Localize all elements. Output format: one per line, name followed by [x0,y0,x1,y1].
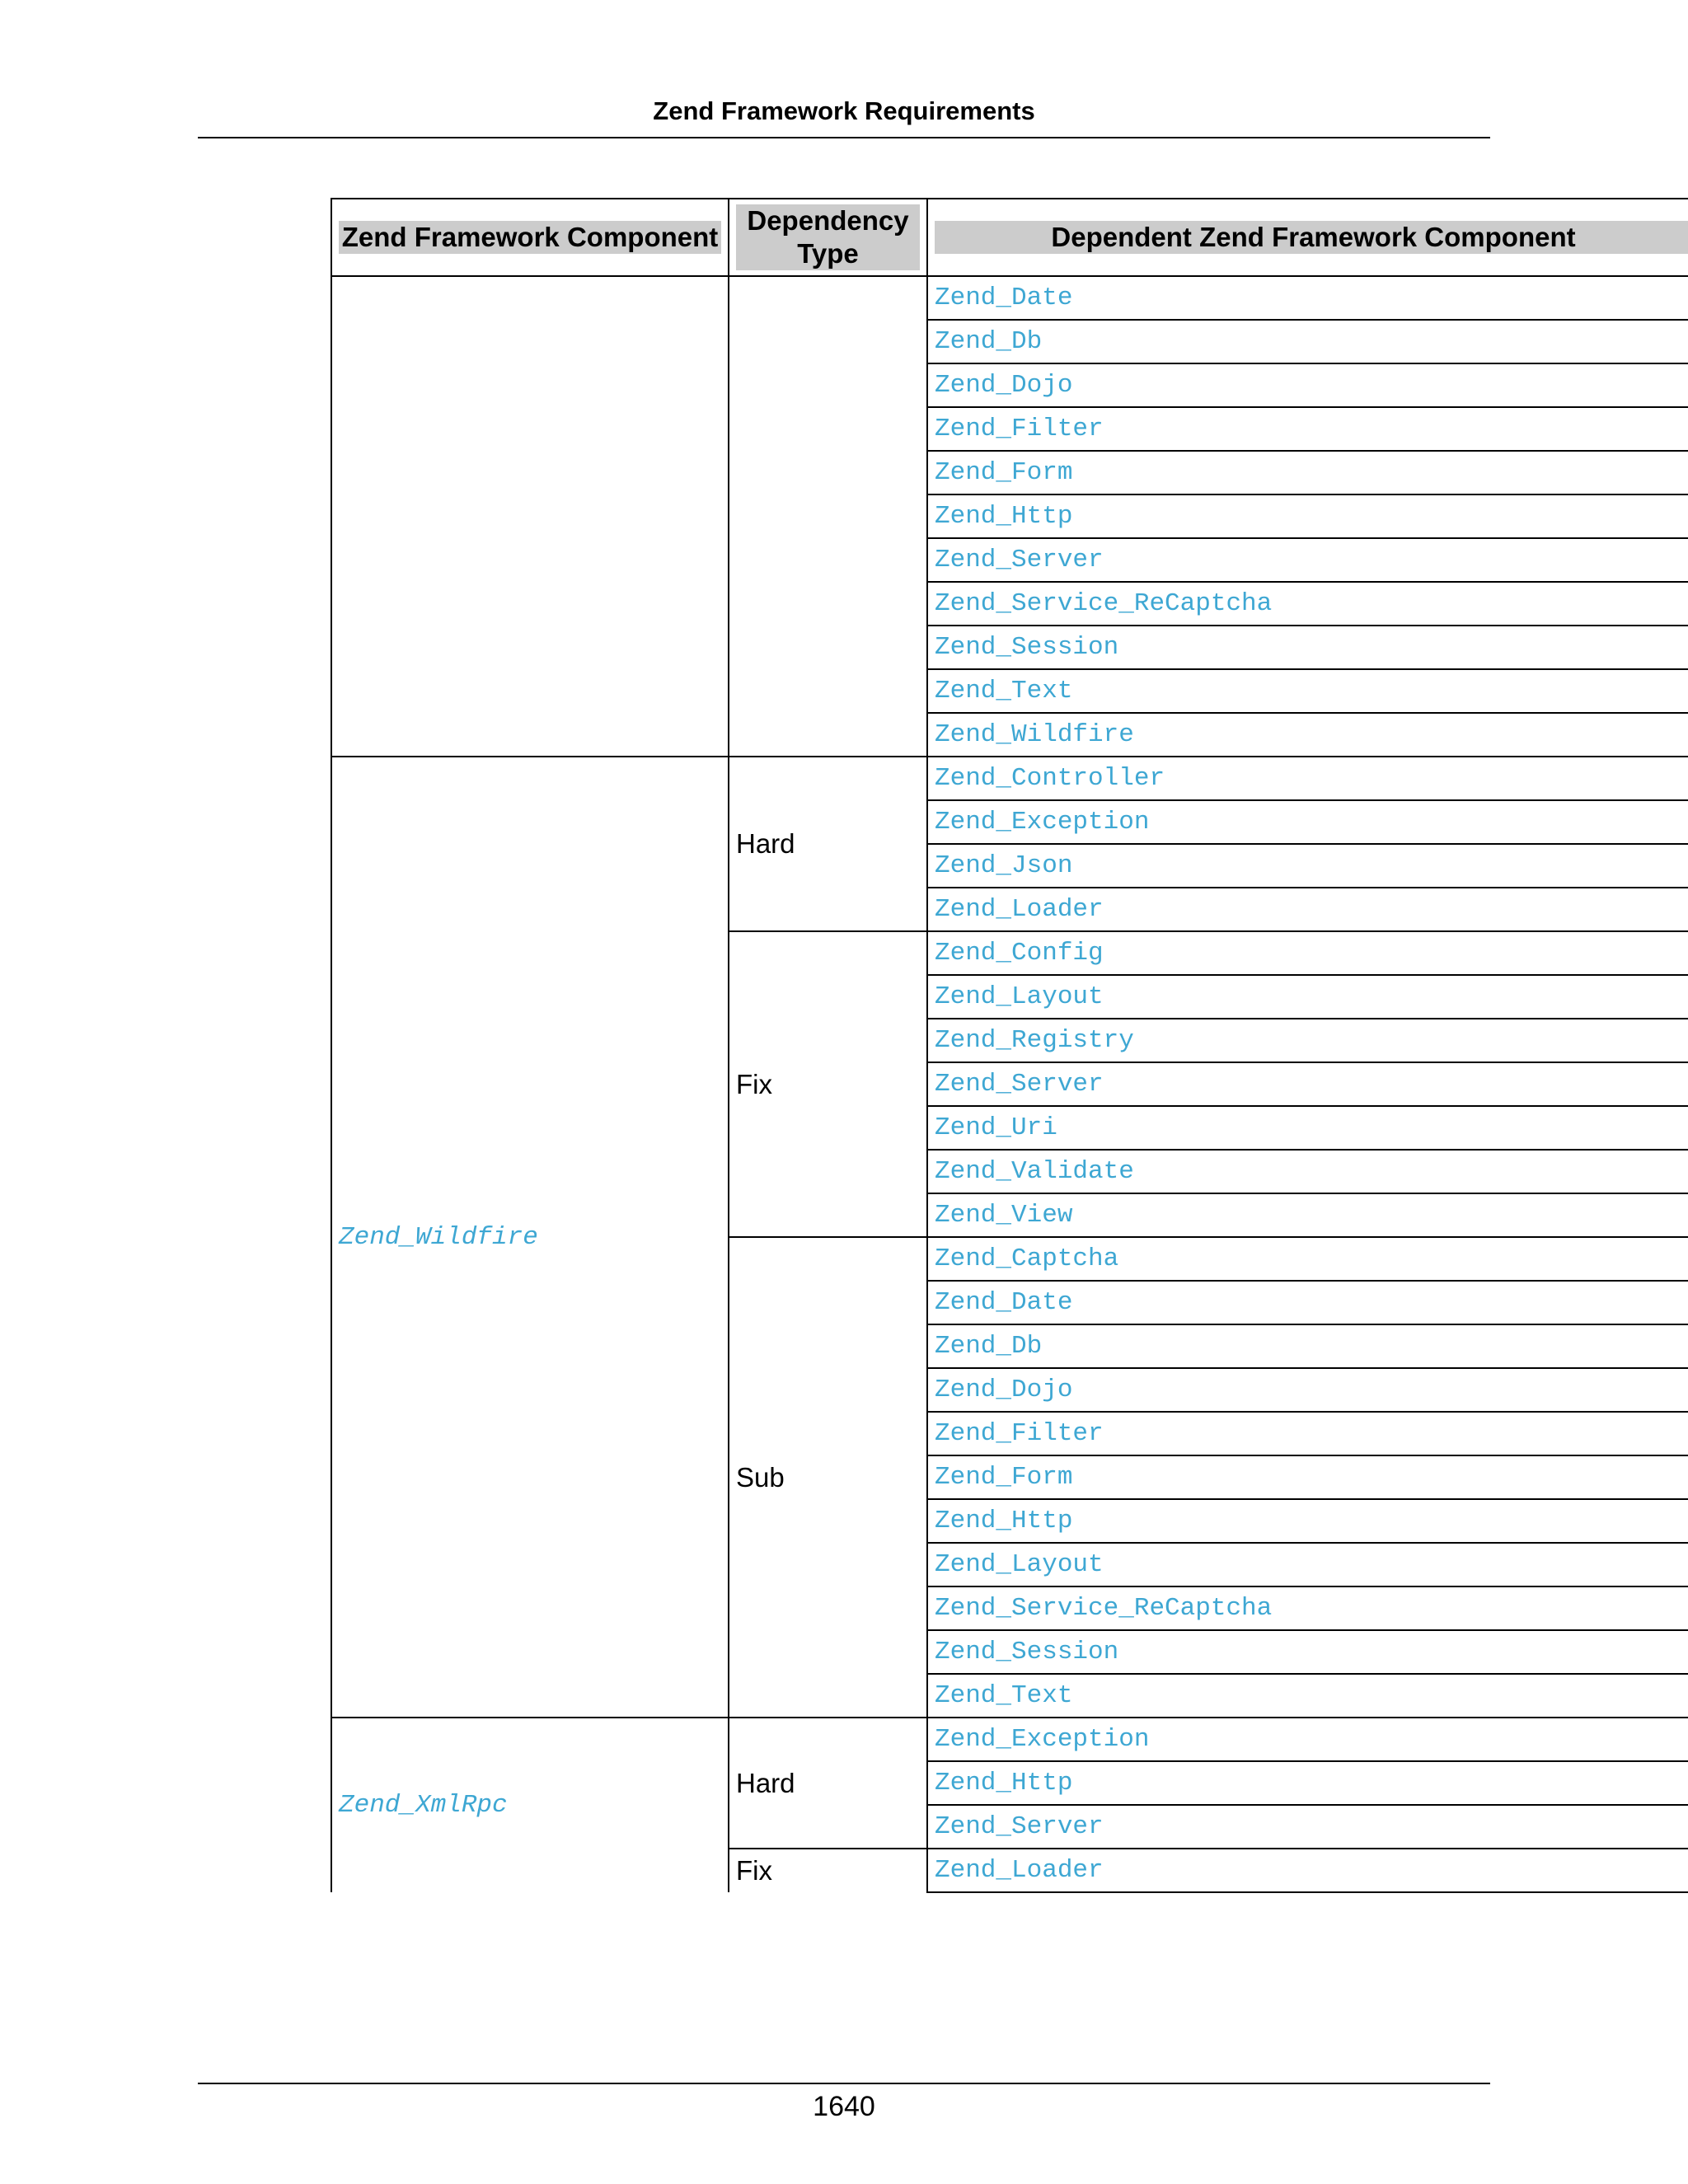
component-link[interactable]: Zend_Exception [935,808,1150,837]
component-link[interactable]: Zend_Layout [935,982,1104,1011]
dependent-component-cell [927,1193,1688,1237]
component-link[interactable]: Zend_Service_ReCaptcha [935,1594,1273,1623]
component-link[interactable]: Zend_Wildfire [935,720,1134,749]
dependent-component-cell [927,320,1688,363]
dependent-component-cell [927,888,1688,931]
component-link[interactable]: Zend_Server [935,1812,1104,1841]
component-link[interactable]: Zend_Filter [935,1419,1104,1448]
footer-rule [198,2083,1490,2084]
dependent-component-cell [927,1106,1688,1150]
column-header-component: Zend Framework Component [331,199,729,276]
dependency-type-cell: Sub [729,1237,927,1718]
component-link[interactable]: Zend_Date [935,284,1073,312]
component-link-wildfire[interactable]: Zend_Wildfire [339,1222,538,1252]
dependent-component-cell [927,713,1688,757]
component-link[interactable]: Zend_Registry [935,1026,1134,1055]
component-link[interactable]: Zend_Session [935,633,1119,662]
dependent-component-cell [927,757,1688,800]
component-link[interactable]: Zend_Json [935,851,1073,880]
component-cell [331,757,729,1718]
dependent-component-cell [927,1324,1688,1368]
column-header-dependent-component: Dependent Zend Framework Component [927,199,1688,276]
dependent-component-cell [927,1630,1688,1674]
component-link[interactable]: Zend_Http [935,1507,1073,1535]
component-link[interactable]: Zend_Http [935,1769,1073,1797]
dependent-component-cell [927,363,1688,407]
dependent-component-cell [927,1062,1688,1106]
dependency-type-cell [729,276,927,757]
page-number: 1640 [813,2091,875,2122]
component-link[interactable]: Zend_Date [935,1288,1073,1317]
component-link[interactable]: Zend_Form [935,458,1073,487]
component-cell [331,276,729,757]
component-link[interactable]: Zend_Validate [935,1157,1134,1186]
dependent-component-cell [927,1805,1688,1849]
dependency-type-cell: Fix [729,931,927,1237]
table-row [331,276,1688,320]
component-cell [331,1718,729,1892]
component-link[interactable]: Zend_Filter [935,415,1104,443]
component-link[interactable]: Zend_Loader [935,895,1104,924]
dependent-component-cell [927,1674,1688,1718]
dependent-component-cell [927,626,1688,669]
header-rule [198,137,1490,138]
dependent-component-cell [927,1586,1688,1630]
dependent-component-cell [927,1019,1688,1062]
dependent-component-cell [927,1368,1688,1412]
component-link[interactable]: Zend_Service_ReCaptcha [935,589,1273,618]
dependent-component-cell [927,1499,1688,1543]
component-link[interactable]: Zend_Server [935,546,1104,574]
component-link[interactable]: Zend_Db [935,327,1043,356]
dependent-component-cell [927,1543,1688,1586]
table-row [331,1718,1688,1761]
table-row [331,757,1688,800]
component-link[interactable]: Zend_Loader [935,1856,1104,1885]
dependent-component-cell [927,582,1688,626]
dependent-component-cell [927,1455,1688,1499]
component-link[interactable]: Zend_View [935,1201,1073,1230]
dependent-component-cell [927,494,1688,538]
dependent-component-cell [927,276,1688,320]
component-link[interactable]: Zend_Session [935,1638,1119,1666]
component-link[interactable]: Zend_Layout [935,1550,1104,1579]
component-link[interactable]: Zend_Exception [935,1725,1150,1754]
dependency-type-cell: Hard [729,757,927,931]
dependent-component-cell [927,975,1688,1019]
dependent-component-cell [927,1849,1688,1892]
dependency-type-cell: Hard [729,1718,927,1849]
running-header: Zend Framework Requirements [653,96,1035,125]
dependent-component-cell [927,800,1688,844]
dependent-component-cell [927,1718,1688,1761]
component-link-xmlrpc[interactable]: Zend_XmlRpc [339,1791,508,1820]
dependent-component-cell [927,1281,1688,1324]
dependent-component-cell [927,1761,1688,1805]
component-link[interactable]: Zend_Captcha [935,1244,1119,1273]
component-link[interactable]: Zend_Config [935,939,1104,968]
dependent-component-cell [927,538,1688,582]
requirements-table [331,198,1688,1893]
column-header-dependency-type: Dependency Type [729,199,927,276]
component-link[interactable]: Zend_Dojo [935,371,1073,400]
dependency-type-cell: Fix [729,1849,927,1892]
component-link[interactable]: Zend_Dojo [935,1376,1073,1404]
component-link[interactable]: Zend_Uri [935,1113,1057,1142]
dependent-component-cell [927,407,1688,451]
component-link[interactable]: Zend_Controller [935,764,1165,793]
dependent-component-cell [927,451,1688,494]
requirements-table-wrapper [331,198,1688,1961]
component-link[interactable]: Zend_Server [935,1070,1104,1099]
component-link[interactable]: Zend_Text [935,677,1073,705]
component-link[interactable]: Zend_Form [935,1463,1073,1492]
component-link[interactable]: Zend_Text [935,1681,1073,1710]
dependent-component-cell [927,844,1688,888]
component-link[interactable]: Zend_Http [935,502,1073,531]
dependent-component-cell [927,931,1688,975]
component-link[interactable]: Zend_Db [935,1332,1043,1361]
dependent-component-cell [927,1237,1688,1281]
dependent-component-cell [927,1150,1688,1193]
dependent-component-cell [927,1412,1688,1455]
dependent-component-cell [927,669,1688,713]
